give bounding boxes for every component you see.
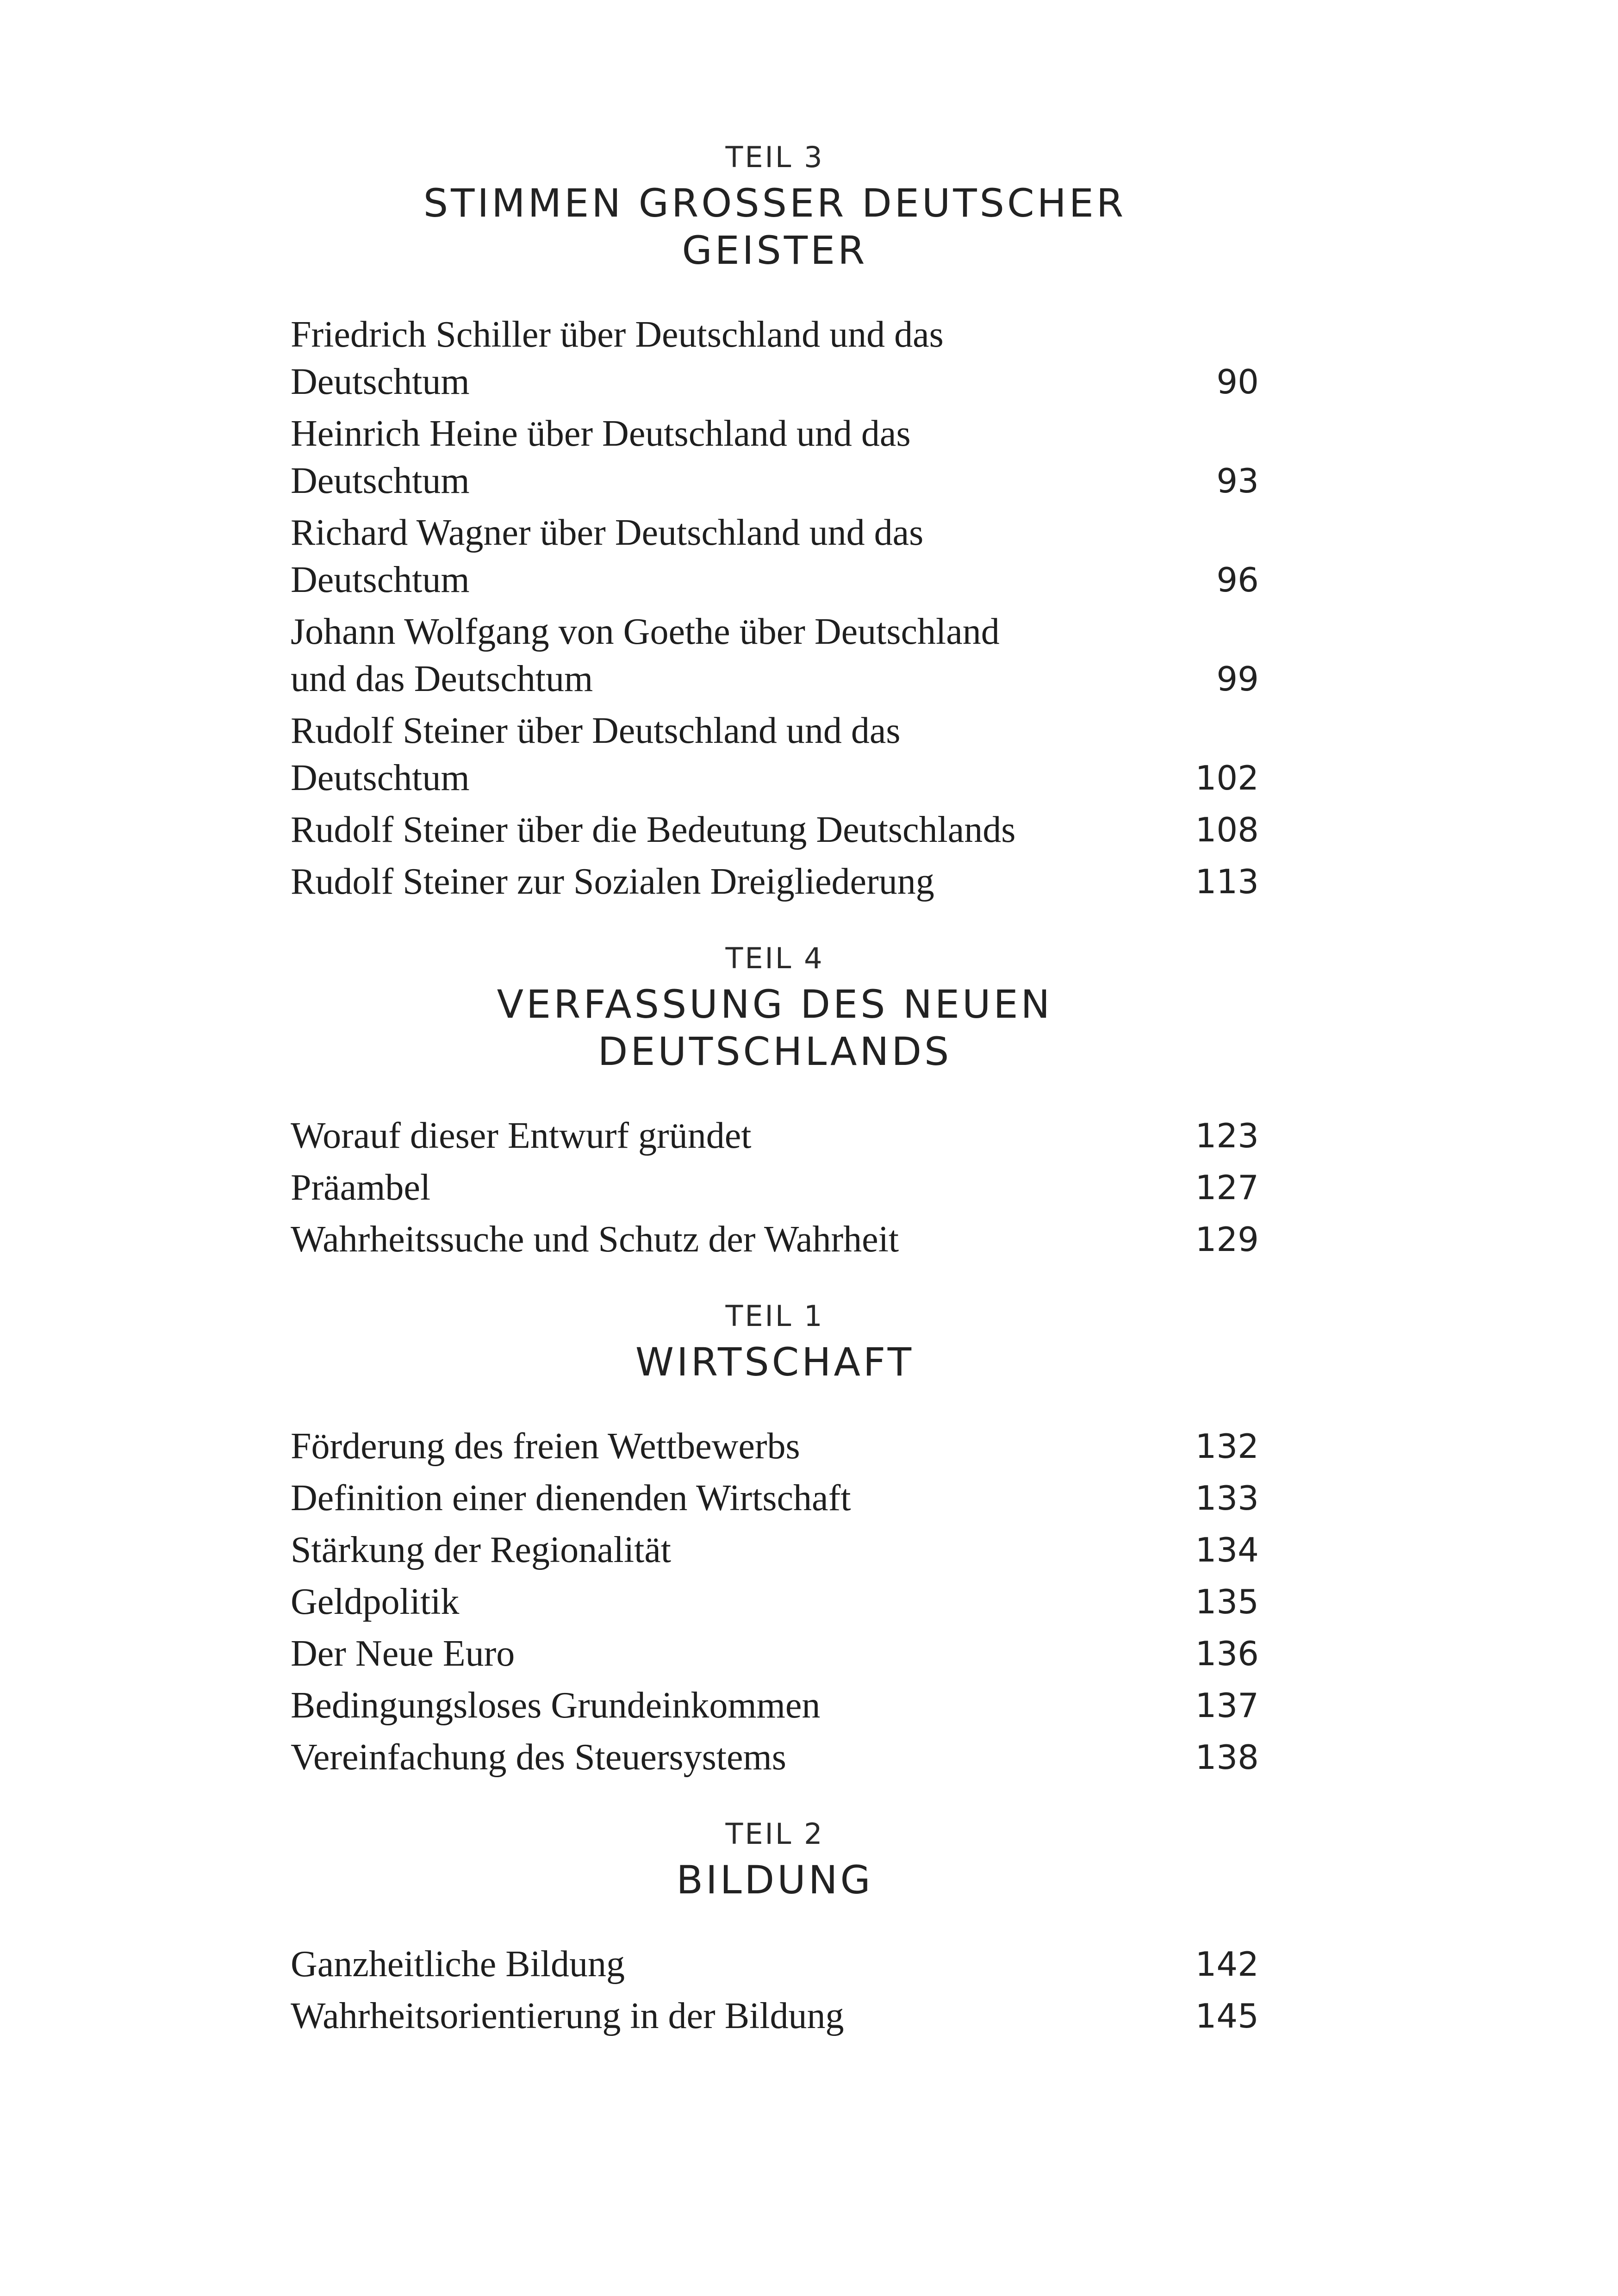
- toc-entry[interactable]: [291, 1628, 1259, 1680]
- toc-entry-title: Worauf dieser Entwurf gründet: [291, 1115, 752, 1156]
- toc-entry[interactable]: [291, 856, 1259, 908]
- toc-entry-title: Definition einer dienenden Wirtschaft: [291, 1478, 851, 1518]
- toc-entry-page: 135: [1195, 1582, 1259, 1621]
- toc-entry-page: 99: [1216, 660, 1259, 698]
- toc-entry[interactable]: [291, 804, 1259, 856]
- part-label: TEIL 3: [725, 140, 824, 174]
- toc-entry-page: 142: [1195, 1945, 1259, 1984]
- section-heading-line: STIMMEN GROSSER DEUTSCHER: [423, 180, 1126, 226]
- toc-entry-page: 102: [1195, 759, 1259, 797]
- section-heading: [291, 981, 1259, 1075]
- section-heading: [291, 180, 1259, 274]
- toc-entry-title: Vereinfachung des Steuersystems: [291, 1737, 786, 1778]
- toc-entry[interactable]: [291, 1731, 1259, 1783]
- toc-entry-list: [291, 1938, 1259, 2042]
- toc-section-teil-4: [291, 940, 1259, 1265]
- toc-entry-page: 96: [1216, 560, 1259, 599]
- toc-entry-title: Friedrich Schiller über Deutschland und das Deutschtum: [291, 314, 944, 402]
- toc-entry[interactable]: [291, 1213, 1259, 1265]
- part-label: TEIL 2: [725, 1817, 824, 1851]
- toc-entry-page: 113: [1195, 862, 1259, 901]
- toc-entry-title: Rudolf Steiner über Deutschland und das Deutschtum: [291, 710, 901, 798]
- toc-entry-page: 137: [1195, 1686, 1259, 1725]
- section-heading-line: BILDUNG: [676, 1857, 873, 1903]
- toc-entry-page: 129: [1195, 1220, 1259, 1259]
- toc-entry[interactable]: [291, 507, 1259, 606]
- toc-entry[interactable]: [291, 1472, 1259, 1524]
- toc-entry-page: 134: [1195, 1531, 1259, 1569]
- toc-entry[interactable]: [291, 408, 1259, 507]
- toc-entry-title: Geldpolitik: [291, 1581, 460, 1622]
- toc-entry-page: 136: [1195, 1634, 1259, 1673]
- toc-entry-title: Bedingungsloses Grundeinkommen: [291, 1685, 821, 1726]
- toc-entry-page: 145: [1195, 1997, 1259, 2035]
- toc-entry-list: [291, 1420, 1259, 1783]
- toc-entry-title: Der Neue Euro: [291, 1633, 515, 1674]
- toc-entry-title: Richard Wagner über Deutschland und das Deutschtum: [291, 512, 924, 600]
- toc-entry[interactable]: [291, 309, 1259, 408]
- part-label: TEIL 4: [725, 941, 824, 975]
- toc-entry[interactable]: [291, 1162, 1259, 1213]
- toc-entry-page: 108: [1195, 810, 1259, 849]
- toc-entry-title: Stärkung der Regionalität: [291, 1530, 672, 1570]
- toc-entry[interactable]: [291, 1990, 1259, 2042]
- toc-entry-page: 123: [1195, 1116, 1259, 1155]
- section-heading-line: VERFASSUNG DES NEUEN: [497, 982, 1053, 1027]
- toc-entry[interactable]: [291, 1938, 1259, 1990]
- section-heading-line: WIRTSCHAFT: [635, 1339, 915, 1385]
- toc-entry-page: 132: [1195, 1427, 1259, 1466]
- toc-entry[interactable]: [291, 1420, 1259, 1472]
- toc-entry-title: Heinrich Heine über Deutschland und das Deutschtum: [291, 413, 911, 501]
- toc-entry[interactable]: [291, 1576, 1259, 1628]
- toc-entry-title: Wahrheitssuche und Schutz der Wahrheit: [291, 1219, 899, 1260]
- toc-entry-list: [291, 1110, 1259, 1265]
- toc-section-teil-3: [291, 139, 1259, 908]
- table-of-contents: [291, 139, 1259, 2042]
- toc-entry[interactable]: [291, 1680, 1259, 1731]
- toc-entry-title: Rudolf Steiner über die Bedeutung Deutschlands: [291, 809, 1016, 850]
- toc-section-teil-2: [291, 1816, 1259, 2042]
- toc-section-teil-1: [291, 1298, 1259, 1783]
- toc-entry-list: [291, 309, 1259, 908]
- toc-entry[interactable]: [291, 1524, 1259, 1576]
- toc-entry[interactable]: [291, 606, 1259, 705]
- toc-entry-page: 127: [1195, 1168, 1259, 1207]
- section-heading-line: DEUTSCHLANDS: [597, 1029, 952, 1074]
- toc-entry-title: Rudolf Steiner zur Sozialen Dreigliederung: [291, 861, 934, 902]
- part-label: TEIL 1: [725, 1299, 824, 1333]
- toc-entry-page: 90: [1216, 362, 1259, 401]
- toc-entry-title: Ganzheitliche Bildung: [291, 1944, 625, 1985]
- section-heading: [291, 1338, 1259, 1386]
- toc-entry-page: 133: [1195, 1479, 1259, 1518]
- section-heading-line: GEISTER: [682, 228, 868, 273]
- toc-entry[interactable]: [291, 1110, 1259, 1162]
- toc-entry-title: Präambel: [291, 1167, 431, 1208]
- toc-entry-title: Johann Wolfgang von Goethe über Deutschland und das Deutschtum: [291, 611, 1000, 699]
- toc-entry-page: 93: [1216, 461, 1259, 500]
- toc-entry-title: Wahrheitsorientierung in der Bildung: [291, 1996, 844, 2036]
- toc-entry-page: 138: [1195, 1738, 1259, 1777]
- toc-entry-title: Förderung des freien Wettbewerbs: [291, 1426, 800, 1467]
- section-heading: [291, 1856, 1259, 1904]
- toc-entry[interactable]: [291, 705, 1259, 804]
